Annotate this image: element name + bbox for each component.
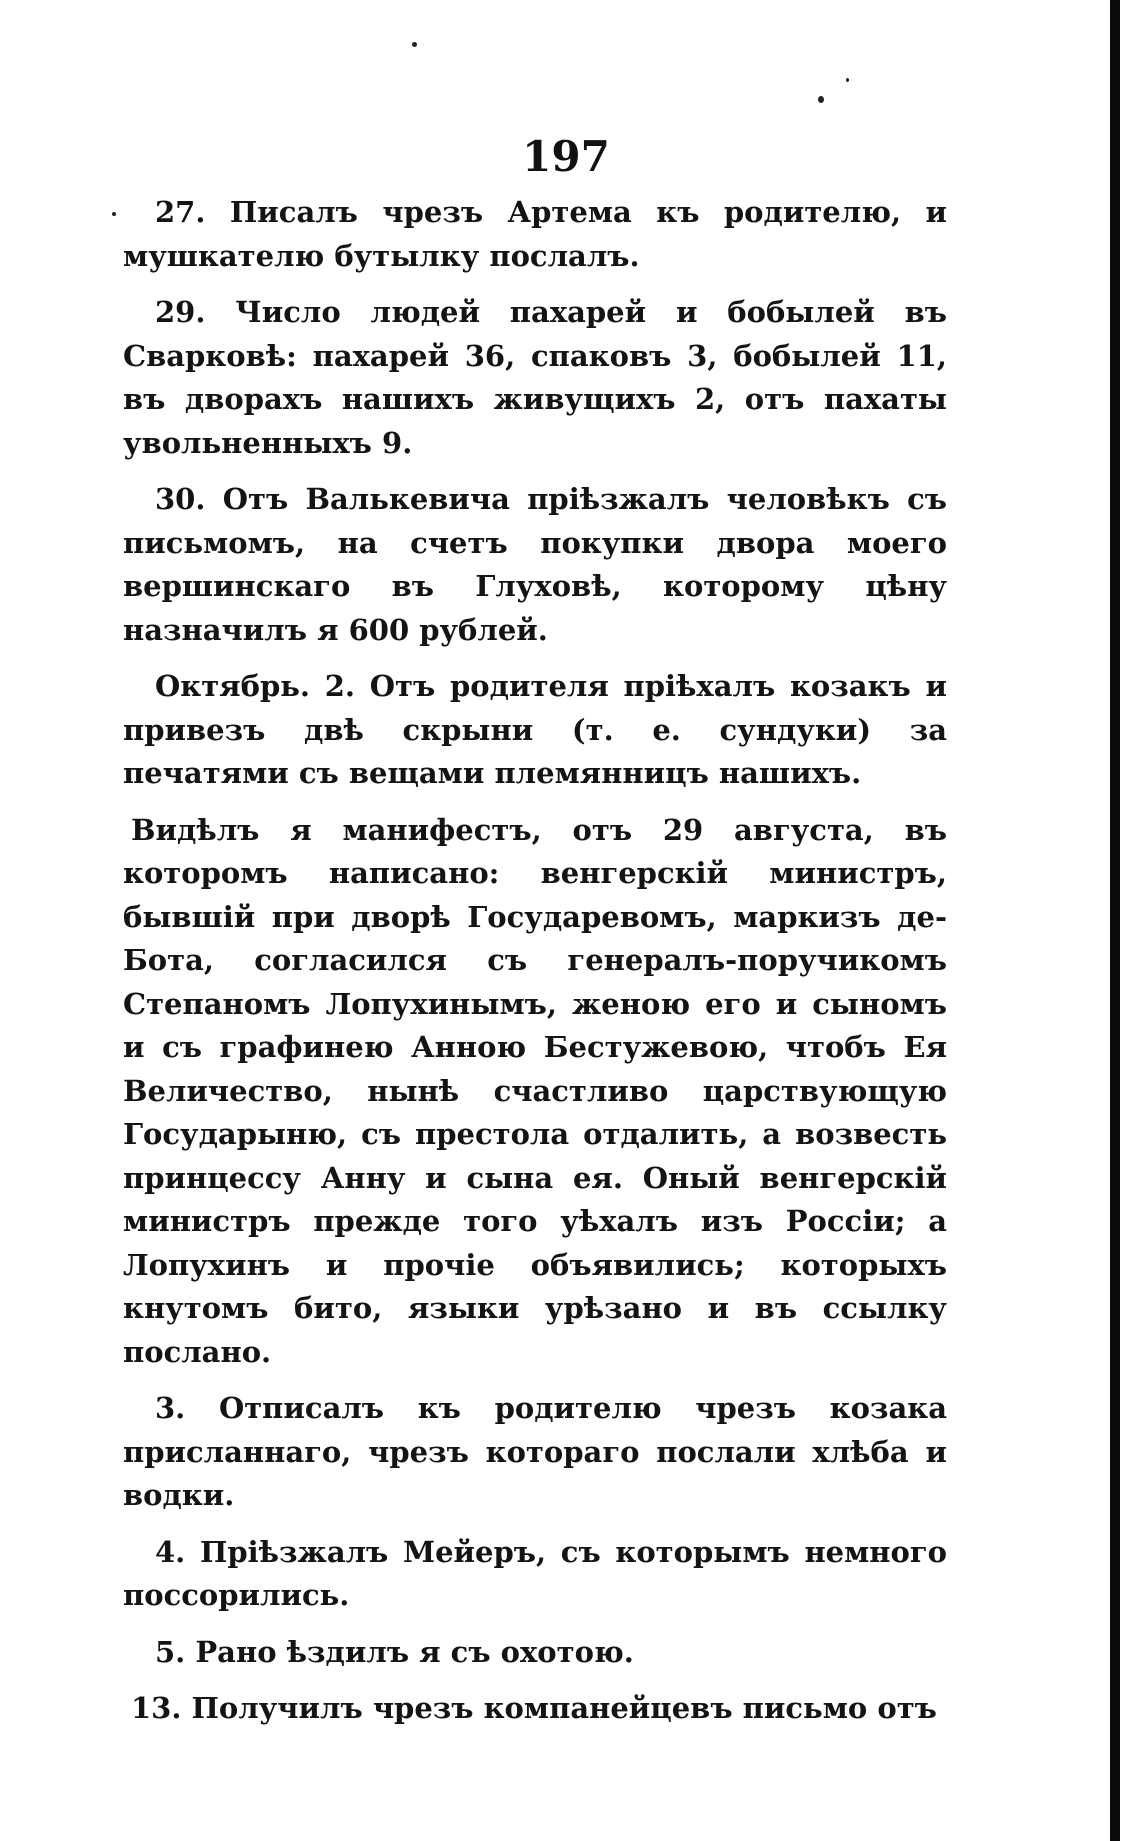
paragraph-3: 3. Отписалъ къ родителю чрезъ козака присланнаго, чрезъ котораго послали хлѣба и водки. — [123, 1391, 947, 1512]
print-speck — [412, 42, 417, 47]
page-body — [123, 191, 947, 1744]
paragraph-27: 27. Писалъ чрезъ Артема къ родителю, и мушкателю бутылку послалъ. — [123, 195, 947, 273]
print-speck — [846, 78, 849, 82]
page-number: 197 — [522, 132, 610, 181]
print-speck — [818, 96, 824, 103]
paragraph-4: 4. Пріѣзжалъ Мейеръ, съ которымъ немного поссорились. — [123, 1534, 947, 1612]
paragraph-13: 13. Получилъ чрезъ компанейцевъ письмо отъ — [131, 1691, 937, 1725]
paragraph-29: 29. Число людей пахарей и бобылей въ Сварковѣ: пахарей 36, спаковъ 3, бобылей 11, въ дворахъ нашихъ живущихъ 2, отъ пахаты увольненныхъ 9. — [123, 295, 947, 460]
paragraph-30: 30. Отъ Валькевича пріѣзжалъ человѣкъ съ письмомъ, на счетъ покупки двора моего вершинскаго въ Глуховѣ, которому цѣну назначилъ я 600 рублей. — [123, 482, 947, 647]
paragraph-manifesto: Видѣлъ я манифестъ, отъ 29 августа, въ которомъ написано: венгерскій министръ, бывшій при дворѣ Государевомъ, маркизъ де-Бота, согласился съ генералъ-поручикомъ Степаномъ Лопухинымъ, женою его и сыномъ и съ графинею Анною Бестужевою, чтобъ Ея Величество, нынѣ счастливо царствующую Государыню, съ престола отдалить, а возвесть принцессу Анну и сына ея. Оный венгерскій министръ прежде того уѣхалъ изъ Россіи; а Лопухинъ и прочіе объявились; которыхъ кнутомъ бито, языки урѣзано и въ ссылку послано. — [123, 812, 947, 1369]
page-edge-shadow — [1110, 0, 1120, 1841]
print-speck — [112, 212, 116, 216]
paragraph-5: 5. Рано ѣздилъ я съ охотою. — [155, 1634, 634, 1669]
paragraph-october-2: Октябрь. 2. Отъ родителя пріѣхалъ козакъ и привезъ двѣ скрыни (т. е. сундуки) за печатями съ вещами племянницъ нашихъ. — [123, 669, 947, 790]
